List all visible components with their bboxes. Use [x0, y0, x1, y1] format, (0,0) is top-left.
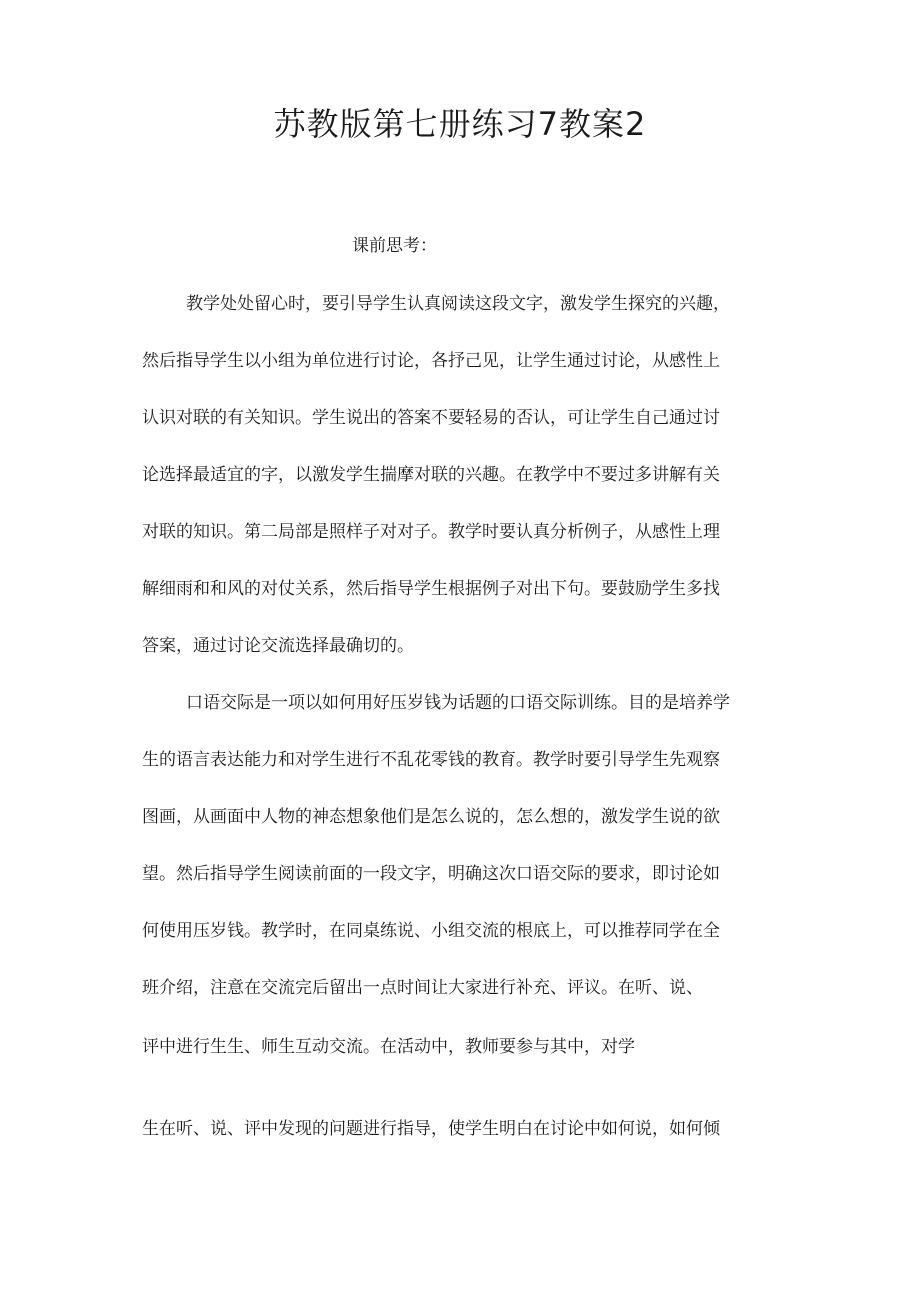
paragraph-line: 然后指导学生以小组为单位进行讨论，各抒己见，让学生通过讨论，从感性上 — [142, 351, 720, 371]
paragraph-line: 班介绍，注意在交流完后留出一点时间让大家进行补充、评议。在听、说、 — [142, 978, 703, 998]
document-title: 苏教版第七册练习7教案2 — [273, 105, 647, 143]
paragraph-line: 对联的知识。第二局部是照样子对对子。教学时要认真分析例子，从感性上理 — [142, 522, 720, 542]
paragraph-line: 解细雨和和风的对仗关系，然后指导学生根据例子对出下句。要鼓励学生多找 — [142, 579, 720, 599]
paragraph-line: 认识对联的有关知识。学生说出的答案不要轻易的否认，可让学生自己通过讨 — [142, 408, 720, 428]
paragraph-line: 答案，通过讨论交流选择最确切的。 — [142, 636, 414, 656]
paragraph-line: 口语交际是一项以如何用好压岁钱为话题的口语交际训练。目的是培养学 — [186, 693, 730, 713]
paragraph-line: 望。然后指导学生阅读前面的一段文字，明确这次口语交际的要求，即讨论如 — [142, 864, 720, 884]
section-heading: 课前思考： — [352, 236, 437, 256]
paragraph-line: 何使用压岁钱。教学时，在同桌练说、小组交流的根底上，可以推荐同学在全 — [142, 921, 720, 941]
paragraph-line: 图画，从画面中人物的神态想象他们是怎么说的，怎么想的，激发学生说的欲 — [142, 807, 720, 827]
paragraph-line: 生在听、说、评中发现的问题进行指导，使学生明白在讨论中如何说，如何倾 — [142, 1119, 720, 1139]
paragraph-line: 教学处处留心时，要引导学生认真阅读这段文字，激发学生探究的兴趣， — [186, 294, 730, 314]
paragraph-line: 评中进行生生、师生互动交流。在活动中，教师要参与其中，对学 — [142, 1037, 635, 1057]
paragraph-line: 论选择最适宜的字，以激发学生揣摩对联的兴趣。在教学中不要过多讲解有关 — [142, 465, 720, 485]
paragraph-line: 生的语言表达能力和对学生进行不乱花零钱的教育。教学时要引导学生先观察 — [142, 750, 720, 770]
